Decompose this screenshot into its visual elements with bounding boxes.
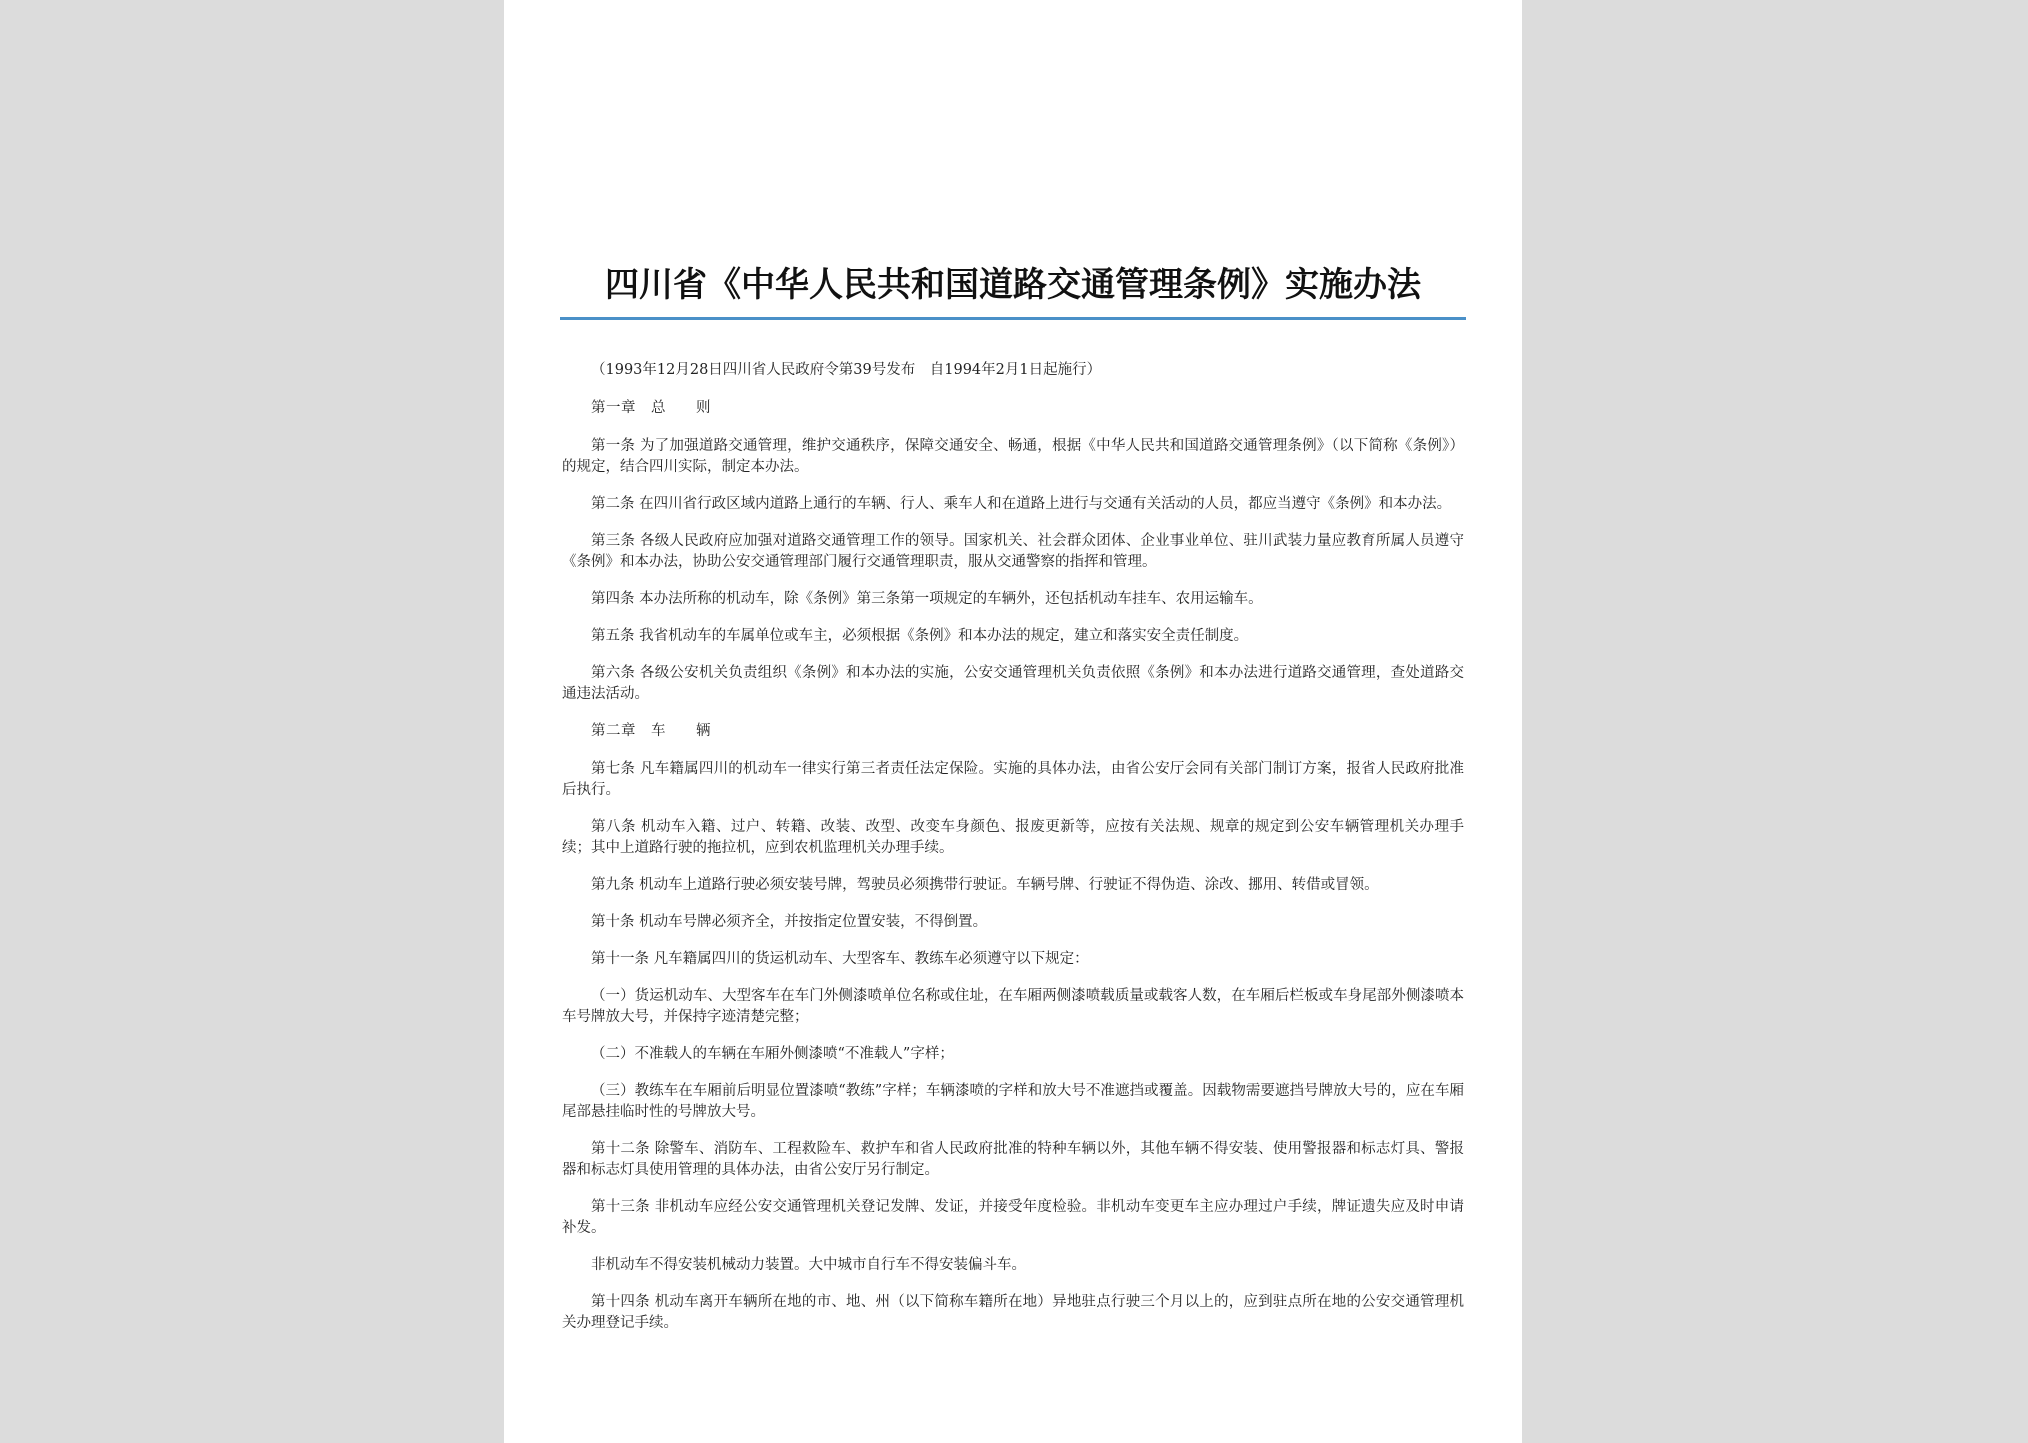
article-paragraph: 第十条 机动车号牌必须齐全，并按指定位置安装，不得倒置。 xyxy=(591,914,988,930)
article-item: （三）教练车在车厢前后明显位置漆喷“教练”字样；车辆漆喷的字样和放大号不准遮挡或覆盖。因载物需要遮挡号牌放大号的，应在车厢尾部悬挂临时性的号牌放大号。 xyxy=(562,1083,1464,1120)
document-body xyxy=(562,360,1464,1350)
article-paragraph: 第十三条 非机动车应经公安交通管理机关登记发牌、发证，并接受年度检验。非机动车变更车主应办理过户手续，牌证遗失应及时申请补发。 xyxy=(562,1199,1464,1236)
article-item: （一）货运机动车、大型客车在车门外侧漆喷单位名称或住址，在车厢两侧漆喷载质量或载客人数，在车厢后栏板或车身尾部外侧漆喷本车号牌放大号，并保持字迹清楚完整； xyxy=(562,988,1464,1025)
article-paragraph: 第十四条 机动车离开车辆所在地的市、地、州（以下简称车籍所在地）异地驻点行驶三个月以上的，应到驻点所在地的公安交通管理机关办理登记手续。 xyxy=(562,1294,1464,1331)
article-paragraph: 第六条 各级公安机关负责组织《条例》和本办法的实施，公安交通管理机关负责依照《条例》和本办法进行道路交通管理，查处道路交通违法活动。 xyxy=(562,665,1464,702)
article-paragraph: 第九条 机动车上道路行驶必须安装号牌，驾驶员必须携带行驶证。车辆号牌、行驶证不得伪造、涂改、挪用、转借或冒领。 xyxy=(591,877,1379,893)
article-paragraph: 非机动车不得安装机械动力装置。大中城市自行车不得安装偏斗车。 xyxy=(591,1257,1026,1273)
document-title: 四川省《中华人民共和国道路交通管理条例》实施办法 xyxy=(605,265,1421,305)
article-paragraph: 第七条 凡车籍属四川的机动车一律实行第三者责任法定保险。实施的具体办法，由省公安厅会同有关部门制订方案，报省人民政府批准后执行。 xyxy=(562,761,1464,798)
title-underline xyxy=(560,317,1466,320)
article-paragraph: 第八条 机动车入籍、过户、转籍、改装、改型、改变车身颜色、报废更新等，应按有关法规、规章的规定到公安车辆管理机关办理手续；其中上道路行驶的拖拉机，应到农机监理机关办理手续。 xyxy=(562,819,1464,856)
article-paragraph: 第十二条 除警车、消防车、工程救险车、救护车和省人民政府批准的特种车辆以外，其他车辆不得安装、使用警报器和标志灯具、警报器和标志灯具使用管理的具体办法，由省公安厅另行制定。 xyxy=(562,1141,1464,1178)
chapter-heading: 第一章 总 则 xyxy=(591,400,711,416)
publication-note: （1993年12月28日四川省人民政府令第39号发布 自1994年2月1日起施行） xyxy=(591,362,1102,378)
article-paragraph: 第二条 在四川省行政区域内道路上通行的车辆、行人、乘车人和在道路上进行与交通有关活动的人员，都应当遵守《条例》和本办法。 xyxy=(591,496,1452,512)
article-paragraph: 第五条 我省机动车的车属单位或车主，必须根据《条例》和本办法的规定，建立和落实安全责任制度。 xyxy=(591,628,1249,644)
article-paragraph: 第三条 各级人民政府应加强对道路交通管理工作的领导。国家机关、社会群众团体、企业事业单位、驻川武装力量应教育所属人员遵守《条例》和本办法，协助公安交通管理部门履行交通管理职责，服从交通警察的指挥和管理。 xyxy=(562,533,1464,570)
article-item: （二）不准载人的车辆在车厢外侧漆喷“不准载人”字样； xyxy=(591,1046,954,1062)
chapter-heading: 第二章 车 辆 xyxy=(591,723,711,739)
article-paragraph: 第十一条 凡车籍属四川的货运机动车、大型客车、教练车必须遵守以下规定： xyxy=(591,951,1089,967)
document-page xyxy=(504,0,1522,1443)
article-paragraph: 第四条 本办法所称的机动车，除《条例》第三条第一项规定的车辆外，还包括机动车挂车、农用运输车。 xyxy=(591,591,1263,607)
article-paragraph: 第一条 为了加强道路交通管理，维护交通秩序，保障交通安全、畅通，根据《中华人民共和国道路交通管理条例》（以下简称《条例》）的规定，结合四川实际，制定本办法。 xyxy=(562,438,1464,475)
